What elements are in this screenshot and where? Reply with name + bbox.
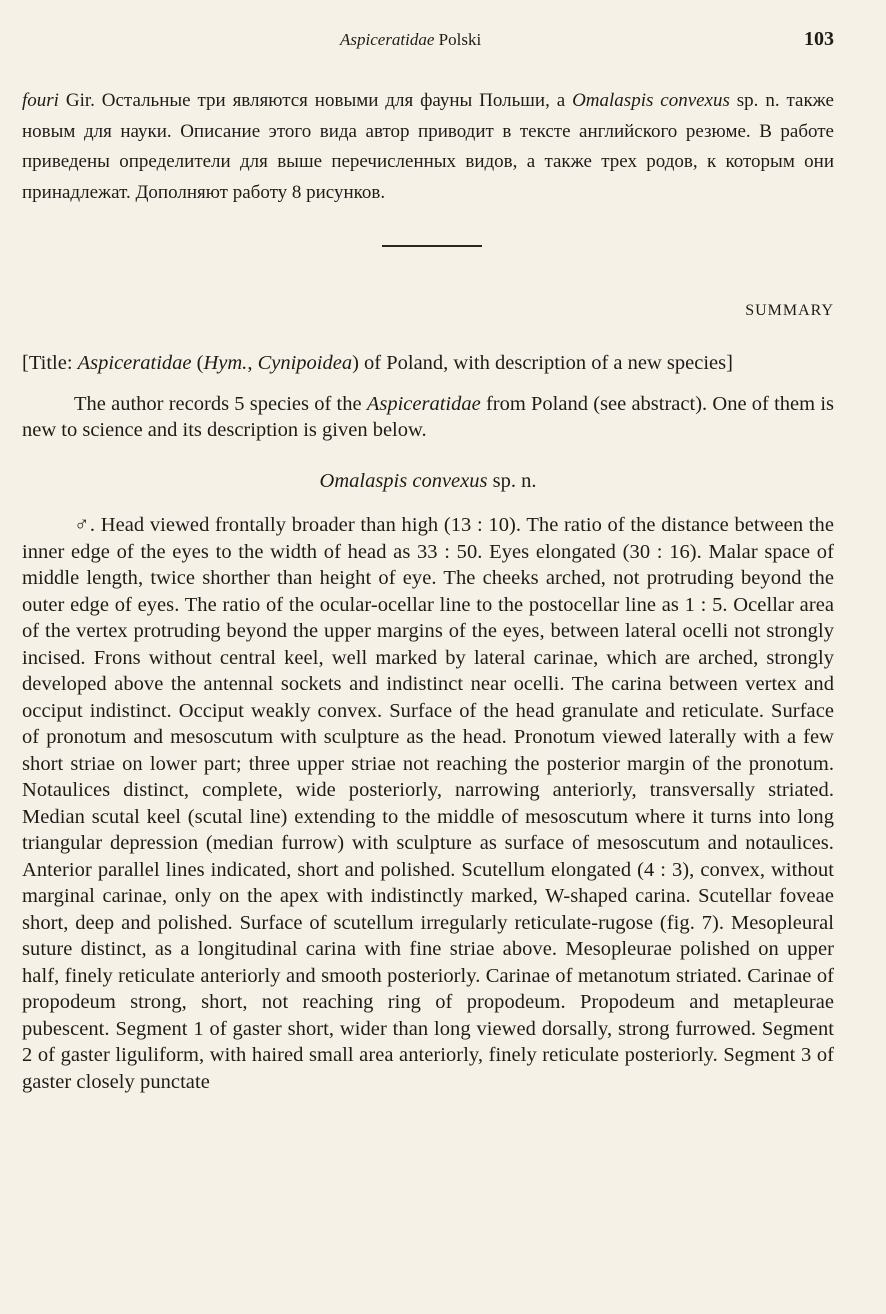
ru-taxon-omalaspis: Omalaspis convexus: [572, 90, 730, 111]
species-description: ♂. Head viewed frontally broader than high (13 : 10). The ratio of the distance between the inner edge of the eyes to the width of head as 33 : 50. Eyes elongated (30 : 16). Malar space of middle length, twice shorther than height of eye. The cheeks arched, not protruding beyond the outer edge of eyes. The ratio of the ocular-ocellar line to the postocellar line as 1 : 5. Ocellar area of the vertex protruding beyond the upper margins of the eyes, between lateral ocelli not strongly incised. Frons without central keel, well marked by lateral carinae, which are arched, strongly developed above the antennal sockets and indistinct near ocelli. The carina between vertex and occiput indistinct. Occiput weakly convex. Surface of the head granulate and reticulate. Surface of pronotum and mesoscutum with sculpture as the head. Pronotum viewed laterally with a few short striae on lower part; three upper striae not reaching the posterior margin of the pronotum. Notaulices distinct, complete, wide posteriorly, narrowing anteriorly, transversally striated. Median scutal keel (scutal line) extending to the middle of mesoscutum where it turns into long triangular depression (median furrow) with sculpture as surface of mesoscutum and notaulices. Anterior parallel lines indicated, short and polished. Scutellum elongated (4 : 3), convex, without marginal carinae, only on the apex with indistinctly marked, W-shaped carina. Scutellar foveae short, deep and polished. Surface of scutellum irregularly reticulate-rugose (fig. 7). Mesopleural suture distinct, as a longitudinal carina with fine striae above. Mesopleurae polished on upper half, finely reticulate anteriorly and smooth posteriorly. Carinae of metanotum striated. Carinae of propodeum strong, short, not reaching ring of propodeum. Propodeum and metapleurae pubescent. Segment 1 of gaster short, wider than long viewed dorsally, strong furrowed. Segment 2 of gaster liguliform, with haired small area anteriorly, finely reticulate posteriorly. Segment 3 of gaster closely punctate: [22, 514, 834, 1093]
ru-text-1: Gir. Остальные три являются новыми для фауны Польши, а: [58, 90, 573, 111]
species-name: Omalaspis convexus: [319, 469, 488, 492]
summary-heading: SUMMARY: [745, 302, 834, 319]
title-taxon-family: Aspiceratidae: [77, 352, 192, 374]
intro-text-2: from Poland (see abstract). One of them is new to science and its description is given below.: [22, 392, 835, 441]
running-head-taxon: Aspiceratidae: [340, 30, 435, 49]
title-paragraph: [22, 350, 834, 377]
title-text-3: ,: [247, 352, 258, 374]
title-text-4: ) of Poland, with description of a new species]: [352, 352, 733, 374]
title-taxon-superfamily: Cynipoidea: [257, 352, 353, 374]
running-head-country: Polski: [434, 30, 482, 49]
summary-body: [22, 350, 834, 1095]
page-header: [0, 30, 886, 56]
intro-paragraph: [22, 391, 834, 444]
ru-taxon-fouri: fouri: [22, 90, 59, 111]
title-text-2: (: [191, 352, 204, 374]
running-head: [340, 30, 481, 50]
russian-abstract-paragraph: [22, 86, 834, 208]
intro-taxon: Aspiceratidae: [366, 392, 481, 415]
species-suffix: sp. n.: [487, 469, 537, 492]
page-number: 103: [804, 28, 834, 50]
intro-text-1: The author records 5 species of the: [74, 392, 367, 415]
species-heading: [22, 468, 834, 495]
ru-text-2: sp. n. также новым для науки. Описание этого вида автор приводит в тексте английского резюме. В работе приведены определители для выше перечисленных видов, а также трех родов, к которым они принадлежат. Дополняют работу 8 рисунков.: [22, 90, 834, 203]
title-taxon-order: Hym.: [203, 352, 248, 374]
title-text-1: [Title:: [22, 352, 78, 374]
section-divider: [382, 245, 482, 247]
